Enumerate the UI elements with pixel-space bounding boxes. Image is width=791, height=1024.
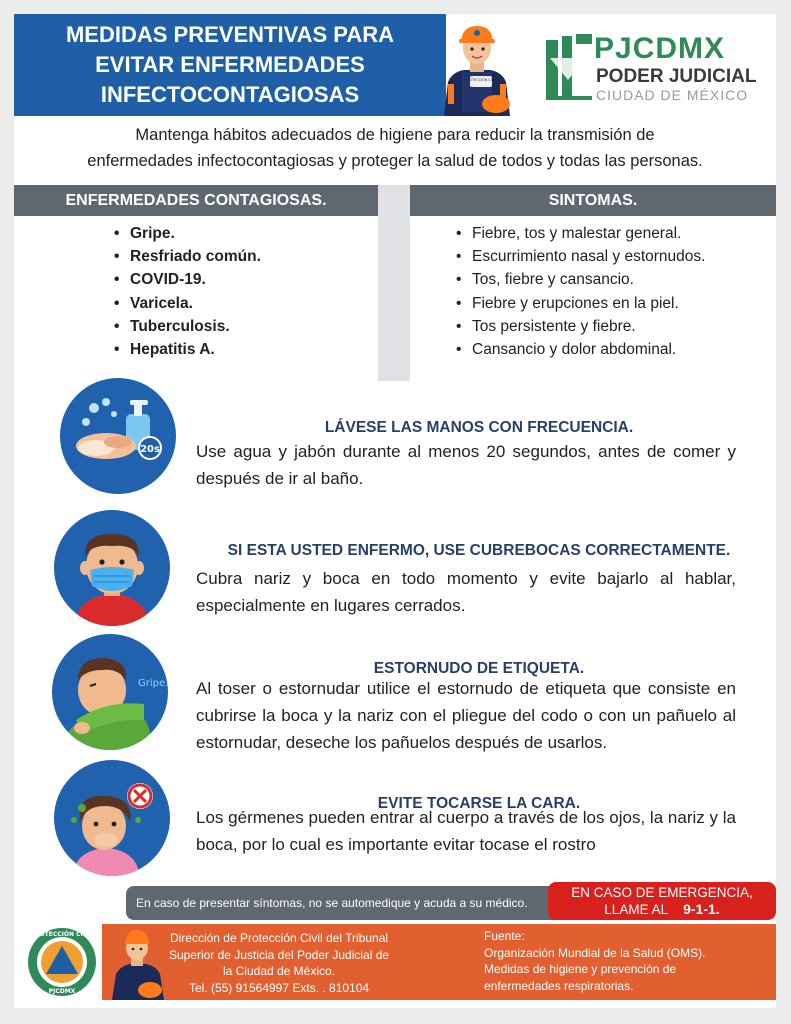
list-item: • Fiebre y erupciones en la piel. (456, 292, 705, 315)
list-item: • Hepatitis A. (114, 338, 261, 361)
no-touch-face-icon (54, 760, 170, 876)
diseases-heading: ENFERMEDADES CONTAGIOSAS. (14, 185, 378, 216)
self-medication-notice: En caso de presentar síntomas, no se automedique y acuda a su médico. (126, 886, 556, 920)
list-item: • COVID-19. (114, 268, 261, 291)
tip-title-face: EVITE TOCARSE LA CARA. (377, 795, 581, 812)
list-item: • Cansancio y dolor abdominal. (456, 338, 705, 361)
tip-text-face: Los gérmenes pueden entrar al cuerpo a través de los ojos, la nariz y la boca, por lo cual es importante evitar tocase el rostro (196, 808, 736, 854)
proteccion-civil-logo-icon (26, 926, 98, 998)
svg-text:20s: 20s (140, 444, 160, 455)
list-item: • Tos persistente y fiebre. (456, 315, 705, 338)
list-item: • Varicela. (114, 292, 261, 315)
svg-text:PROTECCIÓN CIVIL: PROTECCIÓN CIVIL (30, 931, 94, 938)
list-item: • Tos, fiebre y cansancio. (456, 268, 705, 291)
emergency-box: EN CASO DE EMERGENCIA, LLAME AL 9-1-1. (548, 882, 776, 920)
svg-text:Gripe.: Gripe. (138, 678, 168, 689)
source-info: Fuente: Organización Mundial de la Salud (OMS). Medidas de higiene y prevención de enfermedades respiratorias. (484, 929, 706, 993)
logo-location: CIUDAD DE MÉXICO (596, 87, 749, 103)
logo-subtitle: PODER JUDICIAL (596, 66, 757, 87)
logo-wordmark: PJCDMX (594, 32, 726, 65)
face-mask-icon (54, 510, 170, 626)
tip-title-sneeze: ESTORNUDO DE ETIQUETA. (373, 660, 585, 677)
pjcdmx-logo (546, 34, 756, 104)
svg-text:PJCDMX: PJCDMX (48, 988, 76, 995)
list-item: • Tuberculosis. (114, 315, 261, 338)
list-item: • Gripe. (114, 222, 261, 245)
diseases-list (114, 222, 261, 361)
tip-text-handwashing: Use agua y jabón durante al menos 20 segundos, antes de comer y después de ir al baño. (196, 442, 736, 488)
emergency-number: 9-1-1. (683, 901, 720, 917)
pjcdmx-emblem-icon (546, 34, 592, 100)
column-divider (378, 185, 410, 381)
tip-title-handwashing: LÁVESE LAS MANOS CON FRECUENCIA. (324, 419, 634, 436)
hand-washing-icon (60, 378, 176, 494)
poster (14, 14, 776, 1008)
contact-info: Dirección de Protección Civil del Tribunal Superior de Justicia del Poder Judicial de la Ciudad de México. Tel. (55) 91564997 Exts. . 810104 (168, 931, 390, 995)
sneeze-icon (52, 634, 168, 750)
list-item: • Escurrimiento nasal y estornudos. (456, 245, 705, 268)
tip-text-sneeze: Al toser o estornudar utilice el estornudo de etiqueta que consiste en cubrirse la boca y la nariz con el pliegue del codo o con un pañuelo al estornudar, deseche los pañuelos después de usarlos. (196, 679, 736, 752)
intro-paragraph: Mantenga hábitos adecuados de higiene para reducir la transmisión de enfermedades infectocontagiosas y proteger la salud de todos y todas las personas. (87, 126, 703, 170)
tip-text-mask: Cubra nariz y boca en todo momento y evite bajarlo al hablar, especialmente en lugares cerrados. (196, 569, 736, 615)
rescuer-mascot-icon (434, 18, 520, 116)
symptoms-heading: SINTOMAS. (410, 185, 776, 216)
list-item: • Resfriado común. (114, 245, 261, 268)
tip-title-mask: SI ESTA USTED ENFERMO, USE CUBREBOCAS CORRECTAMENTE. (227, 542, 731, 559)
list-item: • Fiebre, tos y malestar general. (456, 222, 705, 245)
page-title: MEDIDAS PREVENTIVAS PARA EVITAR ENFERMEDADES INFECTOCONTAGIOSAS (65, 22, 394, 107)
symptoms-list (456, 222, 705, 361)
svg-text:PROTECCIÓN CIVIL: PROTECCIÓN CIVIL (465, 78, 497, 82)
